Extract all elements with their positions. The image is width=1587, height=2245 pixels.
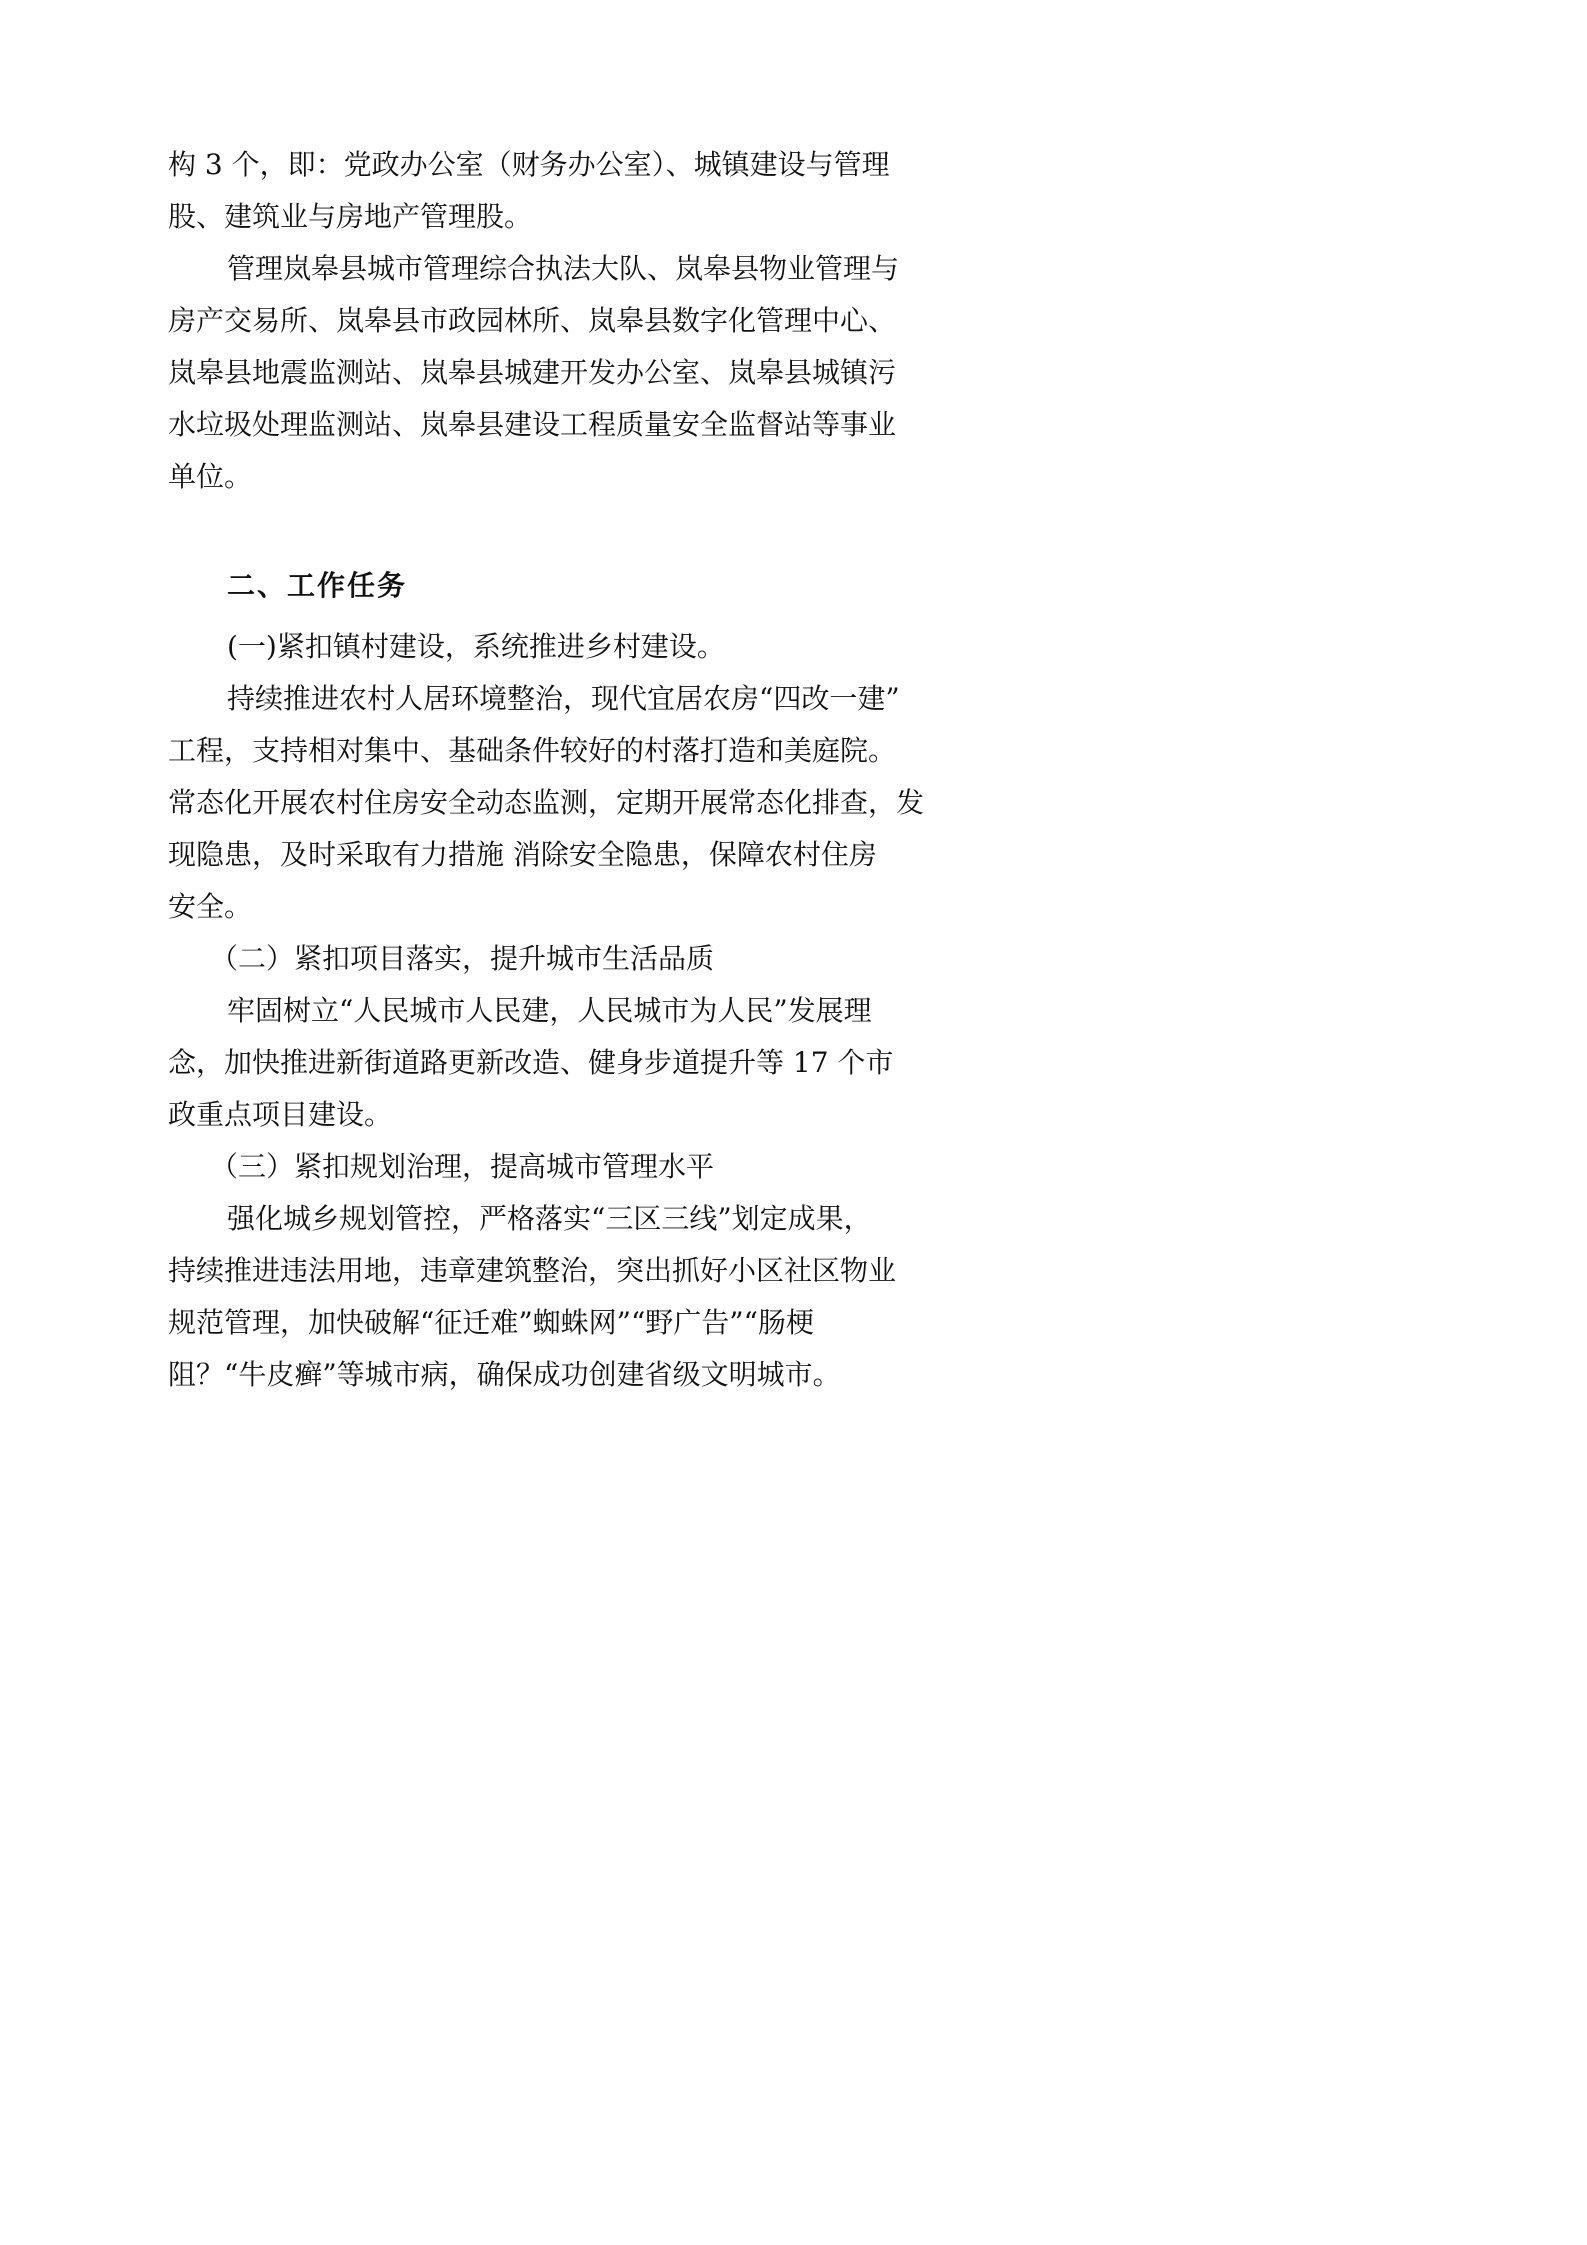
text-line: 强化城乡规划管控，严格落实“三区三线”划定成果， [227,1202,872,1235]
text-line: 单位。 [168,460,253,493]
text-line: 持续推进违法用地，违章建筑整治，突出抓好小区社区物业 [168,1254,897,1287]
paragraph-org-structure [168,139,948,243]
text-line: 构 3 个，即：党政办公室（财务办公室）、城镇建设与管理 [168,148,890,181]
text-line: 房产交易所、岚皋县市政园林所、岚皋县数字化管理中心、 [168,304,897,337]
text-line: 工程，支持相对集中、基础条件较好的村落打造和美庭院。 [168,734,897,767]
section-heading-block [168,560,948,612]
subsection-heading: (一)紧扣镇村建设，系统推进乡村建设。 [227,630,725,663]
text-line: 安全。 [168,890,253,923]
text-line: 股、建筑业与房地产管理股。 [168,200,533,233]
paragraph-affiliated-units [168,243,948,503]
text-line: 管理岚皋县城市管理综合执法大队、岚皋县物业管理与 [227,252,900,285]
subsection-3 [168,1141,948,1401]
text-line: 岚皋县地震监测站、岚皋县城建开发办公室、岚皋县城镇污 [168,356,897,389]
text-line: 牢固树立“人民城市人民建，人民城市为人民”发展理 [227,994,872,1027]
document-page [0,0,1109,1567]
subsection-heading: （三）紧扣规划治理，提高城市管理水平 [210,1150,715,1183]
text-line: 政重点项目建设。 [168,1098,393,1131]
subsection-heading: （二）紧扣项目落实，提升城市生活品质 [210,942,715,975]
text-line: 阻？“牛皮癣”等城市病，确保成功创建省级文明城市。 [168,1358,841,1391]
subsection-2 [168,933,948,1141]
text-line: 水垃圾处理监测站、岚皋县建设工程质量安全监督站等事业 [168,408,897,441]
subsection-1 [168,621,948,933]
text-line: 常态化开展农村住房安全动态监测，定期开展常态化排查，发 [168,786,925,819]
text-line: 念，加快推进新街道路更新改造、健身步道提升等 17 个市 [168,1046,894,1079]
text-line: 持续推进农村人居环境整治，现代宜居农房“四改一建” [227,682,900,715]
text-line: 规范管理，加快破解“征迁难”蜘蛛网”“野广告”“肠梗 [168,1306,814,1339]
section-heading: 二、工作任务 [227,569,408,602]
text-line: 现隐患，及时采取有力措施 消除安全隐患，保障农村住房 [168,838,877,871]
